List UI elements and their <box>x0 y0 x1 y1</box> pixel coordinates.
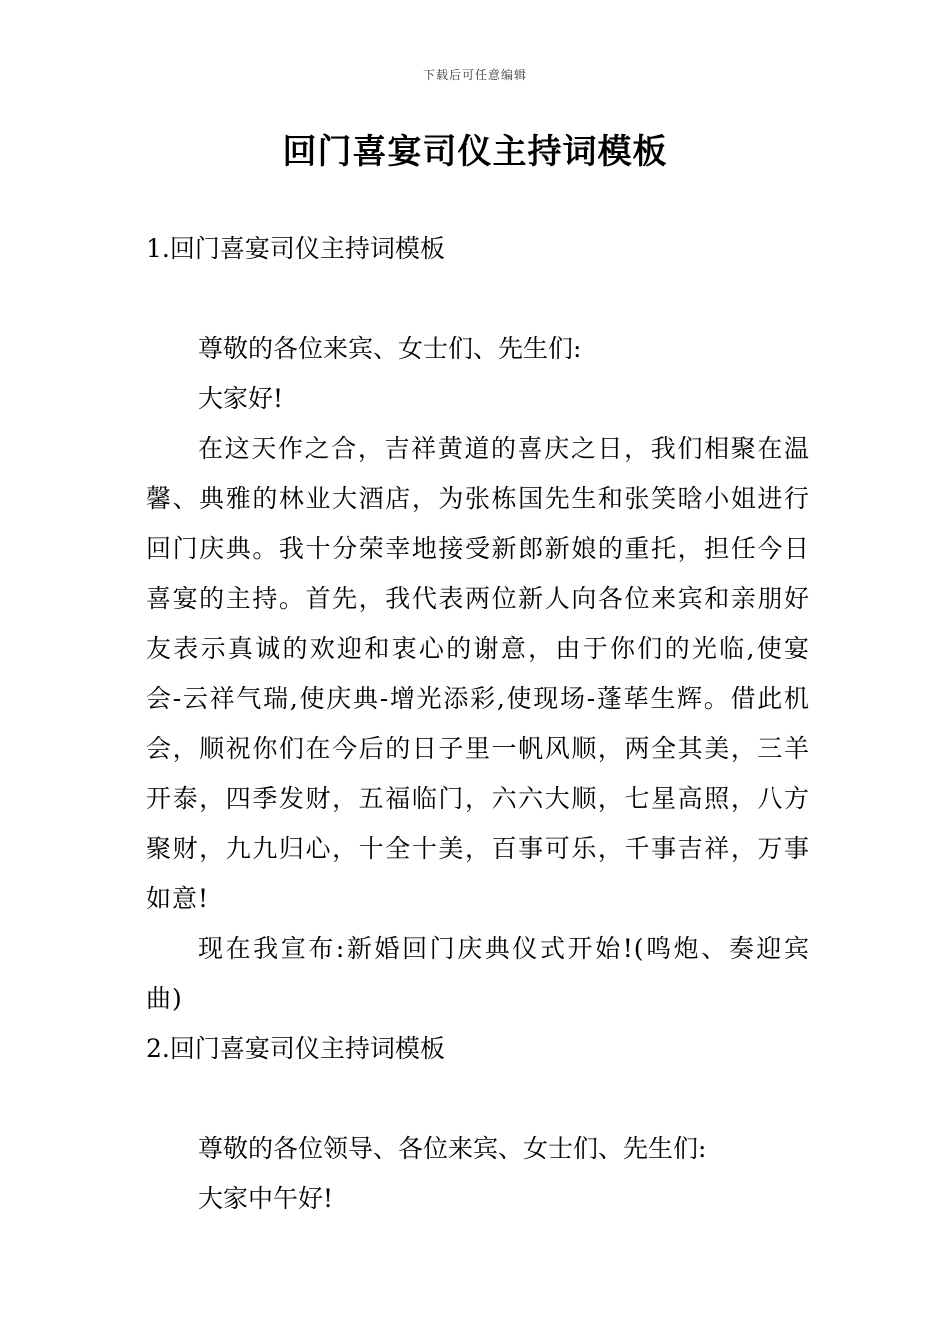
blank-line <box>146 274 810 324</box>
body-paragraph-1: 在这天作之合，吉祥黄道的喜庆之日，我们相聚在温馨、典雅的林业大酒店，为张栋国先生和张笑晗小姐进行回门庆典。我十分荣幸地接受新郎新娘的重托，担任今日喜宴的主持。首先，我代表两位新人向各位来宾和亲朋好友表示真诚的欢迎和衷心的谢意，由于你们的光临,使宴会-云祥气瑞,使庆典-增光添彩,使现场-蓬荜生辉。借此机会，顺祝你们在今后的日子里一帆风顺，两全其美，三羊开泰，四季发财，五福临门，六六大顺，七星高照，八方聚财，九九归心，十全十美，百事可乐，千事吉祥，万事如意! <box>146 434 810 913</box>
hello-2: 大家中午好! <box>198 1184 334 1213</box>
blank-line <box>146 1074 810 1124</box>
document-body <box>146 224 810 1224</box>
section-heading-2: 2.回门喜宴司仪主持词模板 <box>146 1034 445 1063</box>
section-heading-1: 1.回门喜宴司仪主持词模板 <box>146 234 445 263</box>
announce-paragraph-1: 现在我宣布:新婚回门庆典仪式开始!(鸣炮、奏迎宾曲) <box>146 934 810 1013</box>
page-title: 回门喜宴司仪主持词模板 <box>282 132 668 172</box>
header-note: 下载后可任意编辑 <box>422 68 527 82</box>
hello-1: 大家好! <box>198 384 284 413</box>
greeting-2: 尊敬的各位领导、各位来宾、女士们、先生们: <box>198 1134 707 1163</box>
greeting-1: 尊敬的各位来宾、女士们、先生们: <box>198 334 582 363</box>
